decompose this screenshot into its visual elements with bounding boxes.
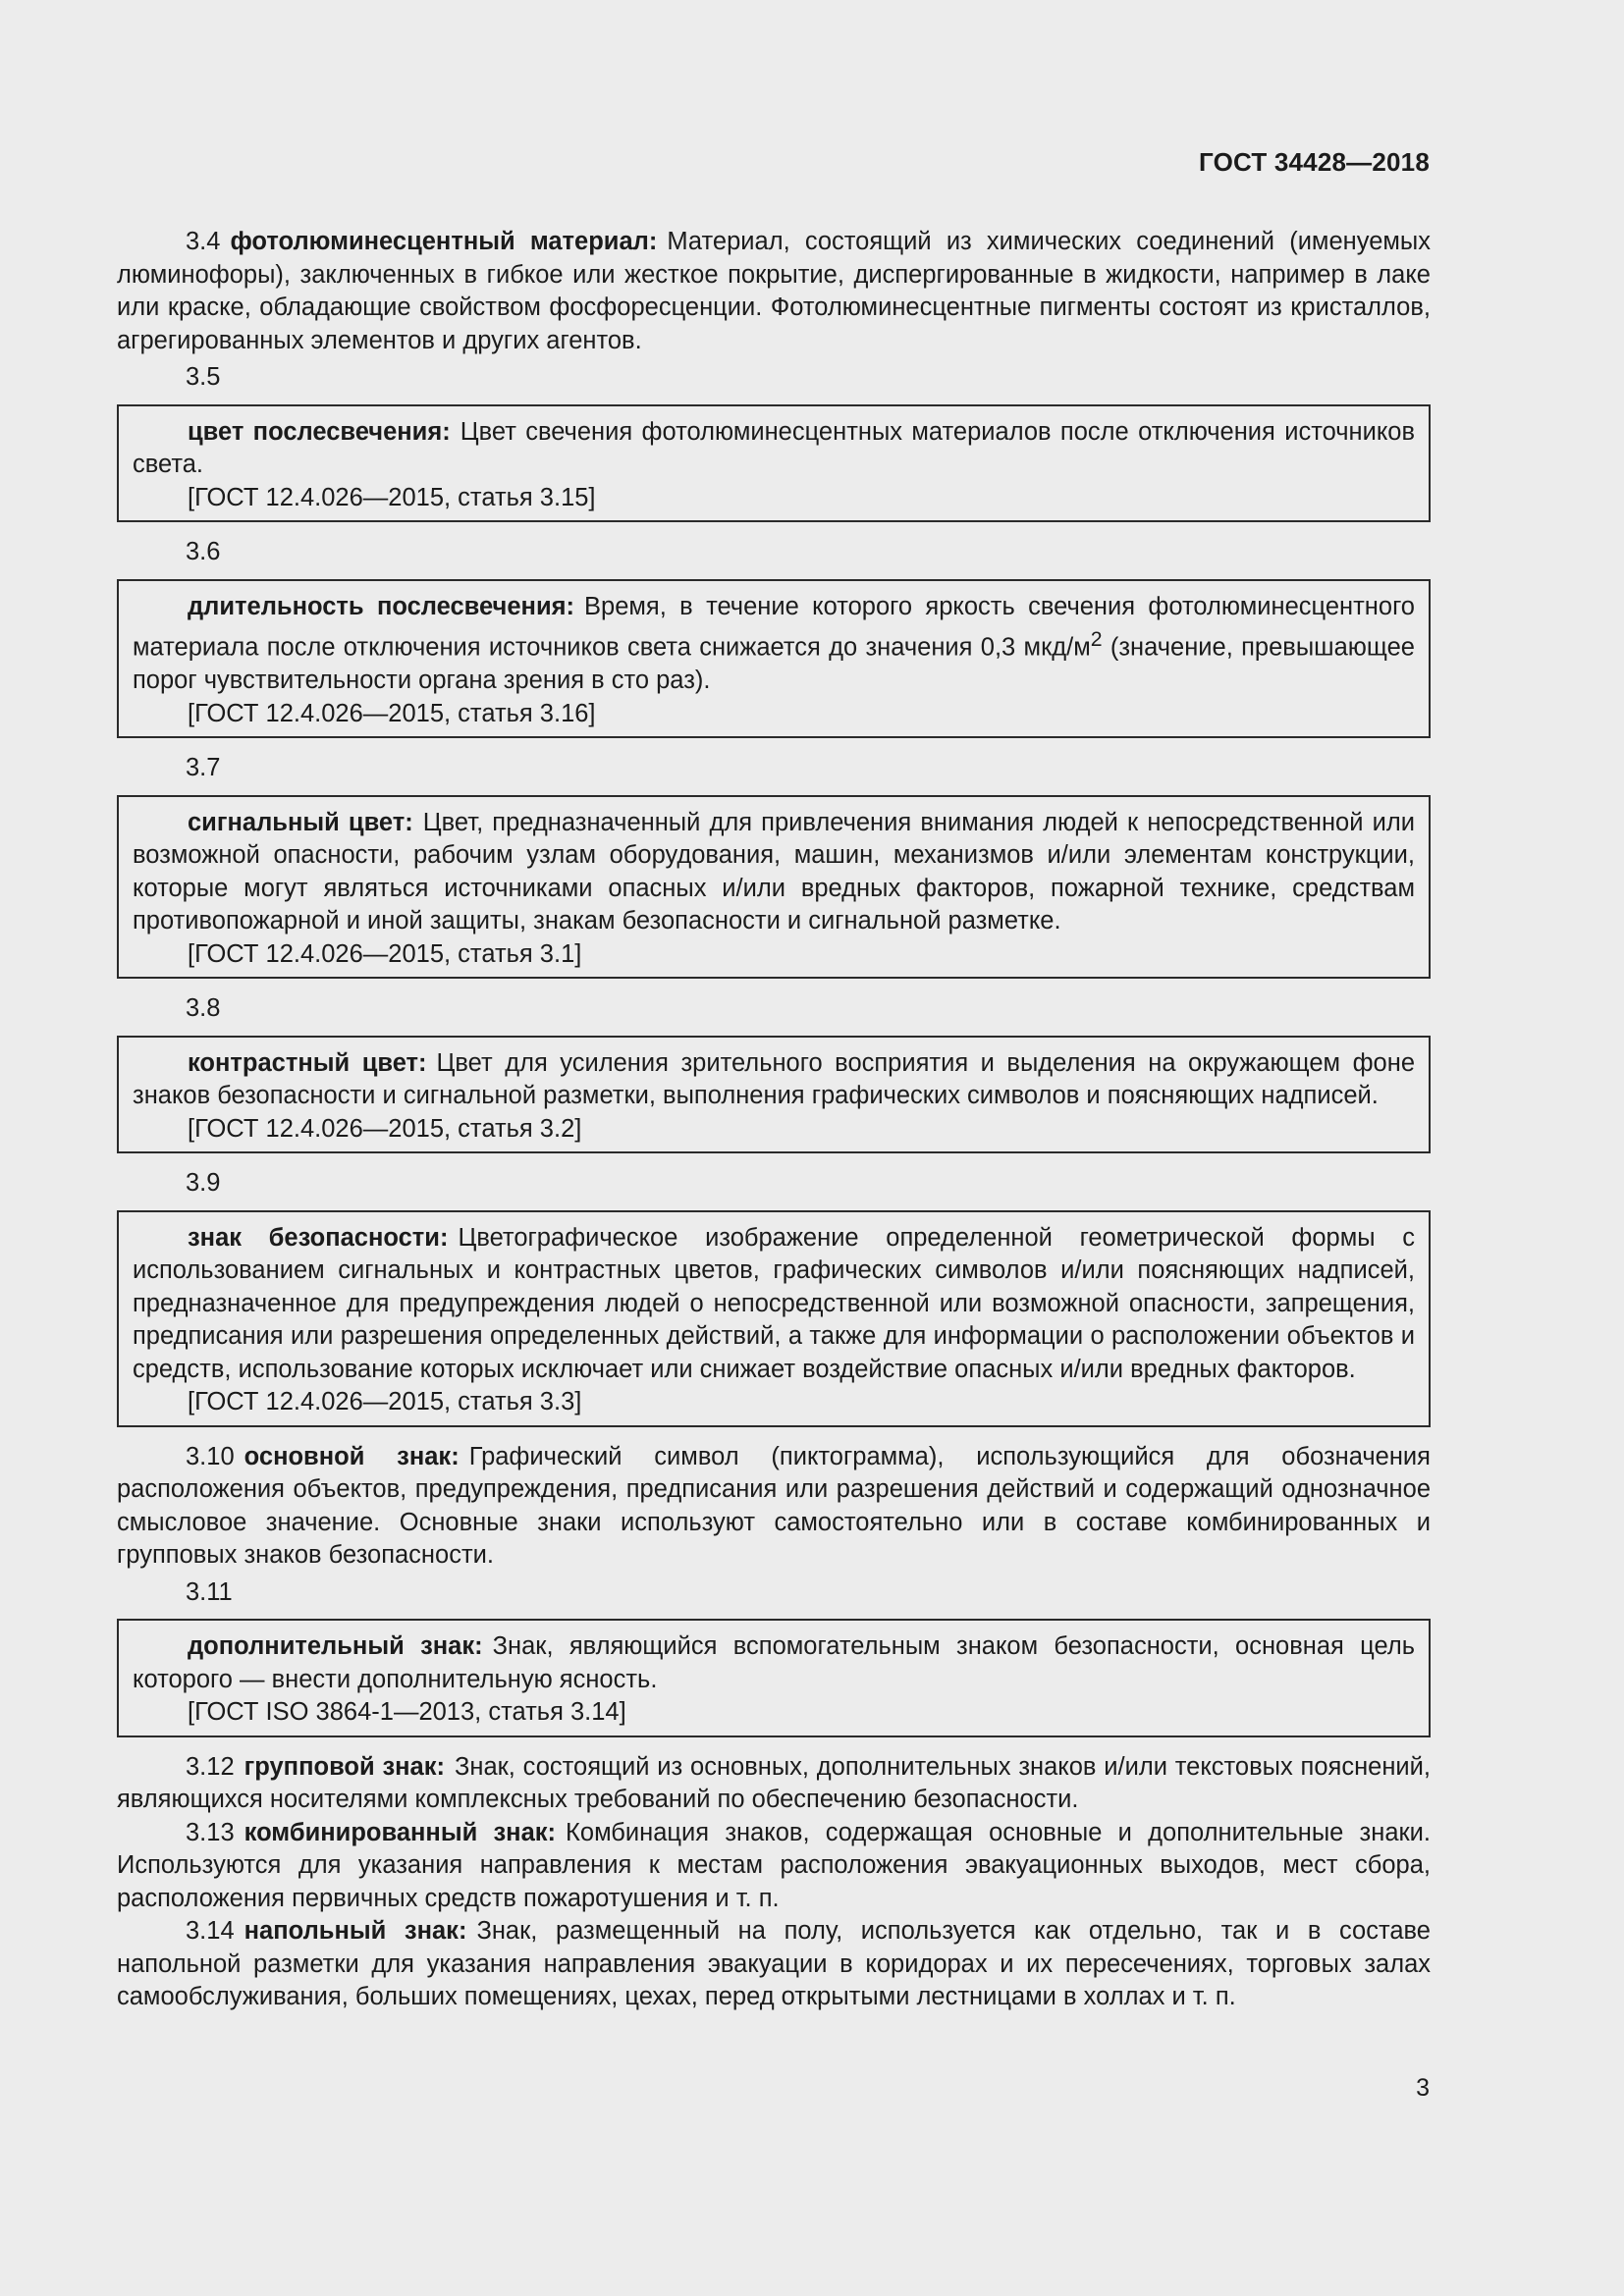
source-reference: [ГОСТ 12.4.026—2015, статья 3.2] <box>188 1114 582 1143</box>
definition-box-3-6 <box>117 579 1431 739</box>
term-definition-cont: (значение, превышающее порог чувствительности органа зрения в сто раз). <box>133 633 1415 694</box>
term-title: цвет послесвечения: <box>188 417 451 446</box>
term-definition: Время, в течение которого яркость свечения фотолюминесцентного материала после отключения источников света снижается до значения 0,3 мкд/м <box>133 592 1415 662</box>
document-header: ГОСТ 34428—2018 <box>1199 147 1430 177</box>
source-reference: [ГОСТ 12.4.026—2015, статья 3.1] <box>188 939 582 968</box>
term-3-9 <box>133 1222 1415 1387</box>
term-definition: Знак, размещенный на полу, используется как отдельно, так и в составе напольной разметки для указания направления эвакуации в коридорах и их пересечениях, торговых залах самообслуживания, больших помещениях, цехах, перед открытыми лестницами в холлах и т. п. <box>117 1917 1431 2010</box>
term-definition: Графический символ (пиктограмма), использующийся для обозначения расположения объектов, предупреждения, предписания или разрешения действий и содержащий однозначное смысловое значение. Основные знаки используют самостоятельно или в составе комбинированных и групповых знаков безопасности. <box>117 1442 1431 1569</box>
term-number-3-5: 3.5 <box>186 363 221 391</box>
term-title: дополнительный знак: <box>188 1632 483 1660</box>
source-reference: [ГОСТ ISO 3864-1—2013, статья 3.14] <box>188 1698 626 1726</box>
term-number: 3.14 <box>186 1917 235 1945</box>
document-body <box>117 226 1431 2014</box>
term-definition: Знак, являющийся вспомогательным знаком безопасности, основная цель которого — внести дополнительную ясность. <box>133 1632 1415 1693</box>
definition-box-3-7 <box>117 795 1431 980</box>
term-title: длительность послесвечения: <box>188 592 574 620</box>
term-number: 3.10 <box>186 1442 235 1470</box>
term-definition: Комбинация знаков, содержащая основные и дополнительные знаки. Используются для указания направления к местам расположения эвакуационных выходов, мест сбора, расположения первичных средств пожаротушения и т. п. <box>117 1818 1432 1912</box>
term-title: сигнальный цвет: <box>188 808 413 836</box>
term-definition: Цветографическое изображение определенной геометрической формы с использованием сигнальных и контрастных цветов, графических символов и/или поясняющих надписей, предназначенное для предупреждения людей о непосредственной или возможной опасности, запрещения, предписания или разрешения определенных действий, а также для информации о расположении объектов и средств, использование которых исключает или снижает воздействие опасных и/или вредных факторов. <box>133 1223 1415 1383</box>
term-title: основной знак: <box>244 1442 460 1470</box>
term-3-7 <box>133 807 1415 938</box>
term-number: 3.12 <box>186 1752 235 1781</box>
term-title: контрастный цвет: <box>188 1048 427 1077</box>
term-title: комбинированный знак: <box>244 1818 557 1846</box>
term-title: фотолюминесцентный материал: <box>230 228 658 255</box>
definition-box-3-9 <box>117 1210 1431 1427</box>
term-3-4 <box>117 226 1431 357</box>
page-number: 3 <box>1416 2074 1430 2102</box>
definition-box-3-11 <box>117 1619 1431 1737</box>
term-definition: Материал, состоящий из химических соединений (именуемых люминофоры), заключенных в гибкое или жесткое покрытие, диспергированные в жидкости, например в лаке или краске, обладающие свойством фосфоресценции. Фотолюминесцентные пигменты состоят из кристаллов, агрегированных элементов и других агентов. <box>117 228 1431 354</box>
term-number-3-6: 3.6 <box>186 538 221 565</box>
term-3-13 <box>117 1817 1431 1916</box>
definition-box-3-8 <box>117 1036 1431 1154</box>
term-3-14 <box>117 1915 1431 2014</box>
definition-box-3-5 <box>117 404 1431 523</box>
term-3-6 <box>133 591 1415 698</box>
term-title: групповой знак: <box>244 1752 445 1781</box>
term-3-10 <box>117 1441 1431 1573</box>
term-definition: Цвет свечения фотолюминесцентных материалов после отключения источников света. <box>133 417 1415 478</box>
source-reference: [ГОСТ 12.4.026—2015, статья 3.3] <box>188 1388 582 1415</box>
term-3-5 <box>133 416 1415 482</box>
term-definition: Цвет для усиления зрительного восприятия и выделения на окружающем фоне знаков безопасности и сигнальной разметки, выполнения графических символов и поясняющих надписей. <box>133 1048 1416 1109</box>
term-number-3-9: 3.9 <box>186 1169 221 1197</box>
superscript: 2 <box>1090 627 1103 651</box>
source-reference: [ГОСТ 12.4.026—2015, статья 3.16] <box>188 699 596 727</box>
term-title: знак безопасности: <box>188 1223 449 1252</box>
source-reference: [ГОСТ 12.4.026—2015, статья 3.15] <box>188 483 596 511</box>
term-number-3-11: 3.11 <box>186 1577 233 1606</box>
term-3-11 <box>133 1630 1415 1696</box>
term-3-8 <box>133 1047 1415 1113</box>
term-3-12 <box>117 1751 1431 1817</box>
term-number-3-8: 3.8 <box>186 994 221 1022</box>
term-definition: Цвет, предназначенный для привлечения внимания людей к непосредственной или возможной опасности, рабочим узлам оборудования, машин, механизмов и/или элементам конструкции, которые могут являться источниками опасных и/или вредных факторов, пожарной технике, средствам противопожарной и иной защиты, знакам безопасности и сигнальной разметке. <box>133 808 1415 934</box>
term-definition: Знак, состоящий из основных, дополнительных знаков и/или текстовых пояснений, являющихся носителями комплексных требований по обеспечению безопасности. <box>117 1752 1431 1813</box>
term-number: 3.4 <box>186 228 221 255</box>
term-number: 3.13 <box>186 1818 235 1846</box>
term-number-3-7: 3.7 <box>186 754 221 781</box>
term-title: напольный знак: <box>244 1917 467 1945</box>
